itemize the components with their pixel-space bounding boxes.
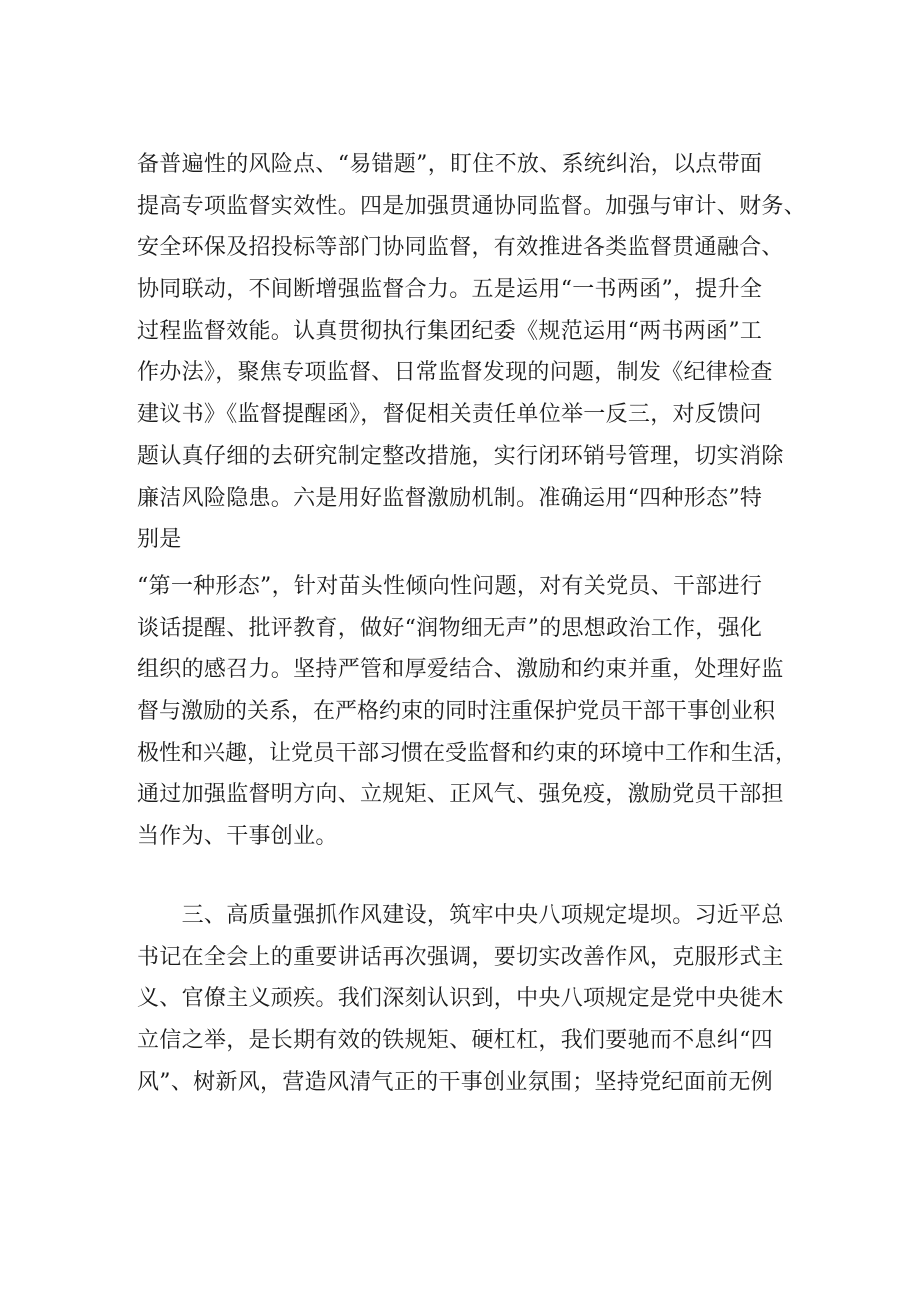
text-line: 谈话提醒、批评教育，做好“润物细无声”的思想政治工作，强化 [137, 615, 763, 641]
text-line: 过程监督效能。认真贯彻执行集团纪委《规范运用“两书两函”工 [137, 318, 763, 344]
text-line: 书记在全会上的重要讲话再次强调，要切实改善作风，克服形式主 [137, 944, 784, 970]
text-line: 提高专项监督实效性。四是加强贯通协同监督。加强与审计、财务、 [137, 193, 807, 219]
text-line: 组织的感召力。坚持严管和厚爱结合、激励和约束并重，处理好监 [137, 657, 784, 683]
text-line: 督与激励的关系，在严格约束的同时注重保护党员干部干事创业积 [137, 699, 776, 725]
text-line: 建议书》《监督提醒函》，督促相关责任单位举一反三，对反馈问 [137, 402, 762, 428]
text-line: 通过加强监督明方向、立规矩、正风气、强免疫，激励党员干部担 [137, 782, 784, 808]
text-line: 廉洁风险隐患。六是用好监督激励机制。准确运用“四种形态”特 [137, 485, 763, 511]
text-line: 别是 [137, 527, 182, 553]
text-line: 三、高质量强抓作风建设，筑牢中央八项规定堤坝。习近平总 [137, 903, 784, 928]
text-line: 题认真仔细的去研究制定整改措施，实行闭环销号管理，切实消除 [137, 443, 784, 469]
text-line: 备普遍性的风险点、“易错题”，盯住不放、系统纠治，以点带面 [137, 152, 763, 177]
text-line: 安全环保及招投标等部门协同监督，有效推进各类监督贯通融合、 [137, 235, 784, 261]
text-line: “第一种形态”，针对苗头性倾向性问题，对有关党员、干部进行 [137, 574, 763, 599]
text-line: 极性和兴趣，让党员干部习惯在受监督和约束的环境中工作和生活， [137, 740, 798, 766]
text-line: 立信之举，是长期有效的铁规矩、硬杠杠，我们要驰而不息纠“四 [137, 1028, 773, 1054]
paragraph-3 [137, 895, 797, 1103]
text-line: 协同联动，不间断增强监督合力。五是运用“一书两函”，提升全 [137, 277, 763, 303]
paragraph-2 [137, 566, 797, 858]
text-line: 风”、树新风，营造风清气正的干事创业氛围；坚持党纪面前无例 [137, 1069, 773, 1095]
text-line: 义、官僚主义顽疾。我们深刻认识到，中央八项规定是党中央徙木 [137, 986, 784, 1012]
text-line: 当作为、干事创业。 [137, 824, 338, 850]
text-line: 作办法》，聚焦专项监督、日常监督发现的问题，制发《纪律检查 [137, 360, 773, 386]
paragraph-1 [137, 144, 807, 561]
